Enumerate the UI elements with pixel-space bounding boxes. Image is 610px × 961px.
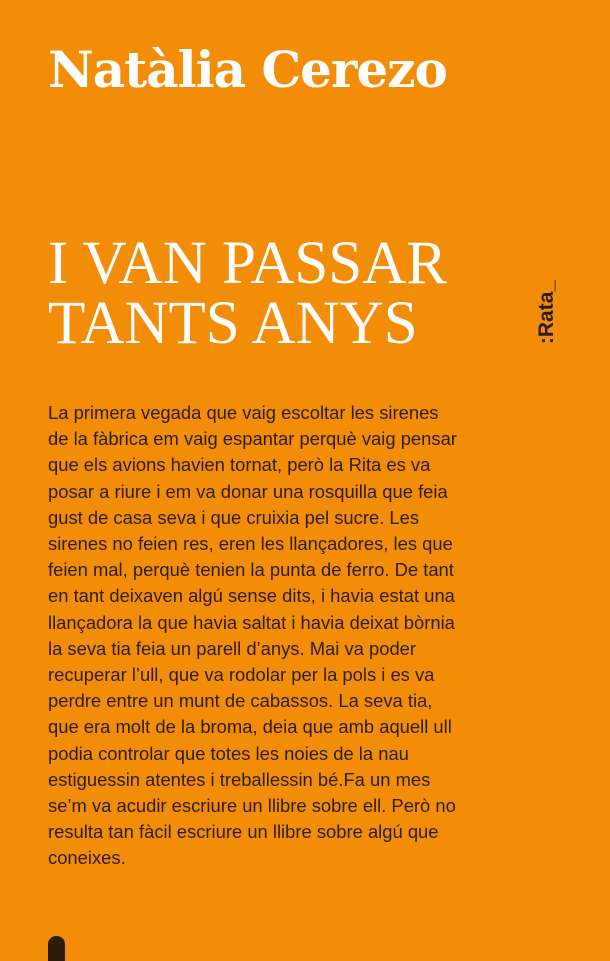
blurb-line: La primera vegada que vaig escoltar les sirenes (48, 402, 439, 423)
bookmark-tab (48, 936, 65, 961)
blurb-line: se’m va acudir escriure un llibre sobre ell. Però no (48, 795, 456, 817)
publisher-logo: :Rata_ (535, 279, 558, 345)
blurb-line: estiguessin atentes i treballessin bé.Fa un mes (48, 768, 431, 790)
blurb-line: que era molt de la broma, deia que amb aquell ull (48, 716, 452, 738)
blurb-line: sirenes no feien res, eren les llançadores, les que (48, 533, 453, 555)
book-title-line: I VAN PASSAR (48, 230, 447, 297)
blurb-line: resulta tan fàcil escriure un llibre sobre algú que (48, 821, 439, 843)
book-title (48, 230, 447, 357)
blurb-line: coneixes. (48, 847, 126, 869)
blurb-line: que els avions havien tornat, però la Rita es va (48, 454, 431, 476)
blurb-line: llançadora la que havia saltat i havia deixat bòrnia (48, 611, 455, 633)
blurb-line: en tant deixaven algú sense dits, i havia estat una (48, 585, 455, 607)
blurb-line: de la fàbrica em vaig espantar perquè vaig pensar (48, 428, 457, 450)
blurb-line: podia controlar que totes les noies de la nau (48, 742, 409, 764)
blurb-line: feien mal, perquè tenien la punta de ferro. De tant (48, 559, 454, 581)
author-name: Natàlia Cerezo (48, 40, 447, 99)
blurb-line: perdre entre un munt de cabassos. La seva tia, (48, 690, 433, 712)
blurb-line: recuperar l’ull, que va rodolar per la pols i es va (48, 664, 435, 686)
blurb-line: posar a riure i em va donar una rosquilla que feia (48, 480, 448, 502)
blurb-line: la seva tia feia un parell d’anys. Mai va poder (48, 637, 417, 659)
book-title-line: TANTS ANYS (48, 290, 418, 357)
back-cover-blurb (48, 400, 568, 872)
blurb-line: gust de casa seva i que cruixia pel sucre. Les (48, 506, 420, 528)
